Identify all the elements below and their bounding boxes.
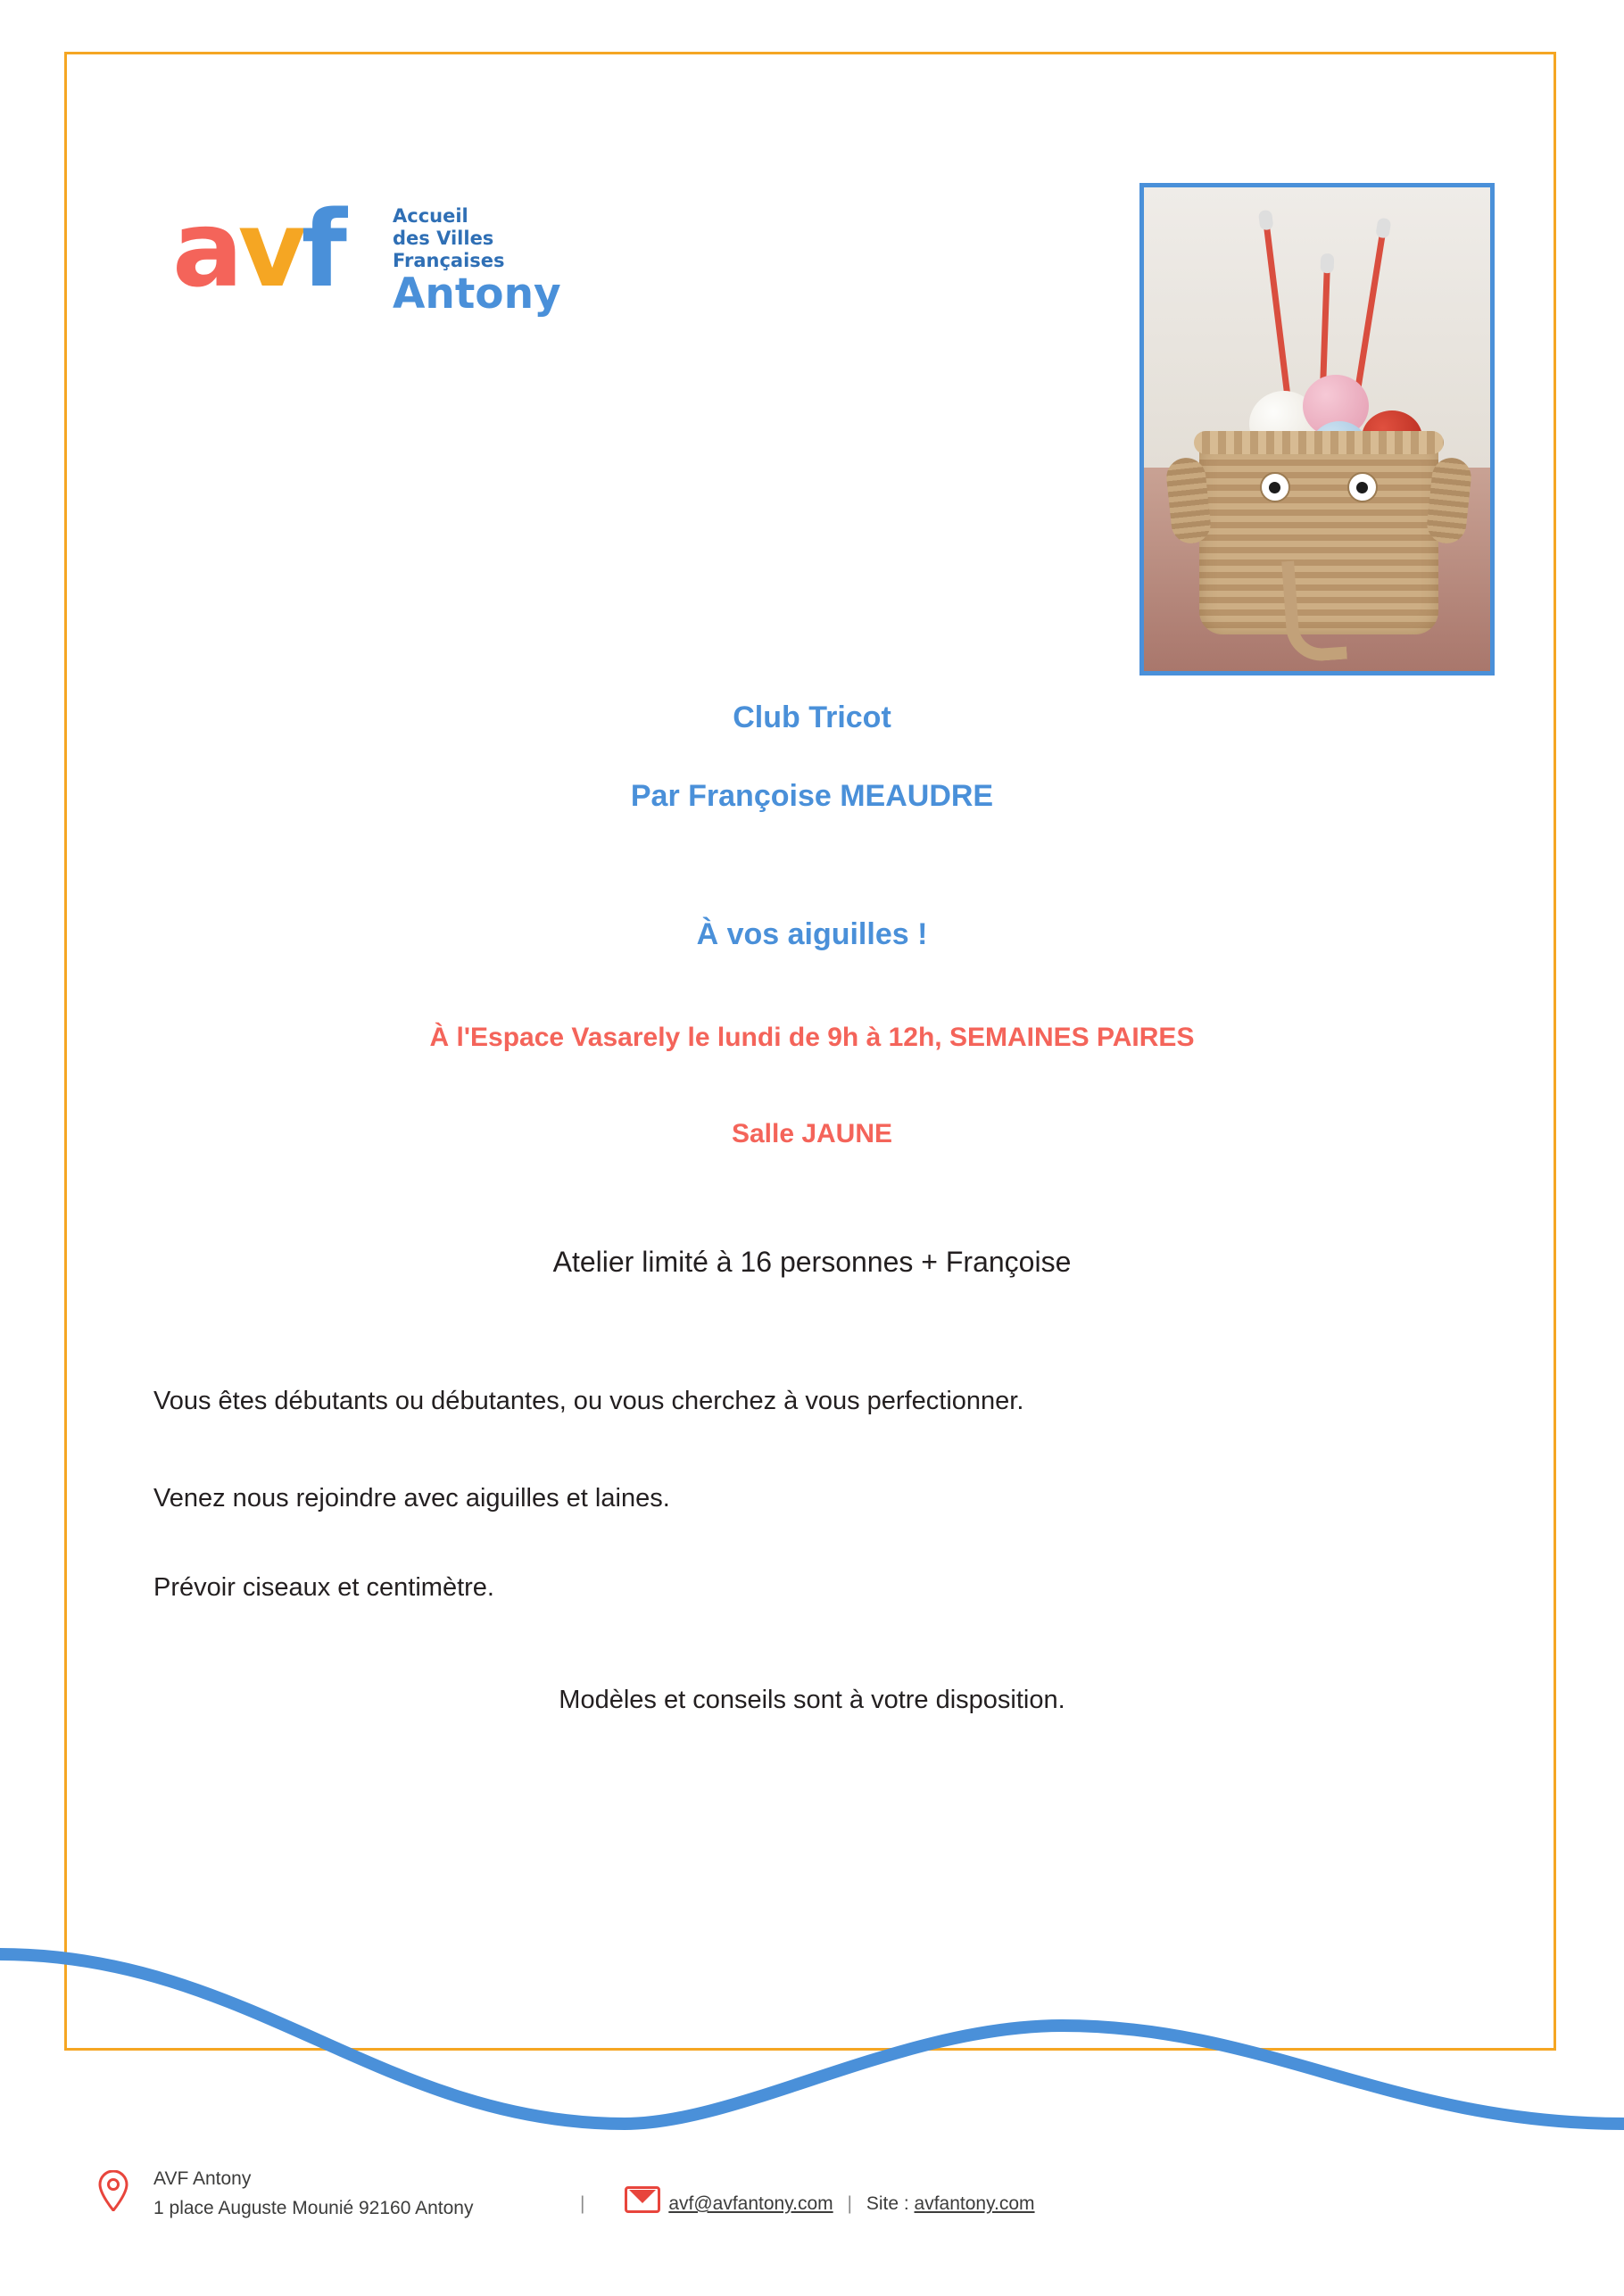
logo-subtitle-line-3: Françaises — [393, 249, 505, 271]
schedule-line: À l'Espace Vasarely le lundi de 9h à 12h, SEMAINES PAIRES — [429, 1023, 1195, 1052]
basket-rim — [1194, 431, 1444, 454]
room-line: Salle JAUNE — [731, 1119, 893, 1148]
logo-letter-f: f — [301, 187, 342, 311]
logo-subtitle-line-2: des Villes — [393, 227, 494, 249]
call-to-action: À vos aiguilles ! — [696, 917, 928, 951]
knitting-basket-photo — [1139, 183, 1495, 676]
logo-letter-a: a — [172, 187, 238, 311]
elephant-eye-left — [1260, 472, 1290, 502]
logo-subtitle — [393, 205, 505, 271]
footer-site-label: Site : — [866, 2193, 909, 2214]
logo-letter-v: v — [237, 187, 302, 311]
elephant-basket — [1199, 442, 1438, 634]
footer-street-address: 1 place Auguste Mounié 92160 Antony — [153, 2197, 474, 2218]
logo-town-label: Antony — [393, 269, 561, 319]
avf-logo — [172, 187, 636, 330]
paragraph-1: Vous êtes débutants ou débutantes, ou vous cherchez à vous perfectionner. — [153, 1387, 1024, 1415]
elephant-eye-right — [1347, 472, 1378, 502]
footer-org-name: AVF Antony — [153, 2168, 252, 2189]
paragraph-2: Venez nous rejoindre avec aiguilles et laines. — [153, 1484, 670, 1513]
footer-contact-block — [571, 2190, 1035, 2218]
footer-email-link[interactable]: avf@avfantony.com — [668, 2193, 833, 2214]
page-title: Club Tricot — [733, 700, 891, 734]
logo-wordmark — [172, 187, 342, 311]
footer-site-link[interactable]: avfantony.com — [914, 2193, 1035, 2214]
paragraph-4: Modèles et conseils sont à votre disposition. — [559, 1686, 1065, 1714]
footer-address-block — [153, 2165, 473, 2223]
paragraph-3: Prévoir ciseaux et centimètre. — [153, 1573, 494, 1602]
decorative-wave — [0, 1919, 1624, 2186]
footer — [89, 2163, 1553, 2243]
capacity-line: Atelier limité à 16 personnes + Françoise — [552, 1246, 1072, 1278]
author-line: Par Françoise MEAUDRE — [630, 779, 994, 813]
footer-separator-2: | — [847, 2193, 852, 2214]
logo-subtitle-line-1: Accueil — [393, 205, 468, 227]
footer-separator-1: | — [580, 2193, 585, 2214]
location-pin-icon — [98, 2170, 128, 2211]
